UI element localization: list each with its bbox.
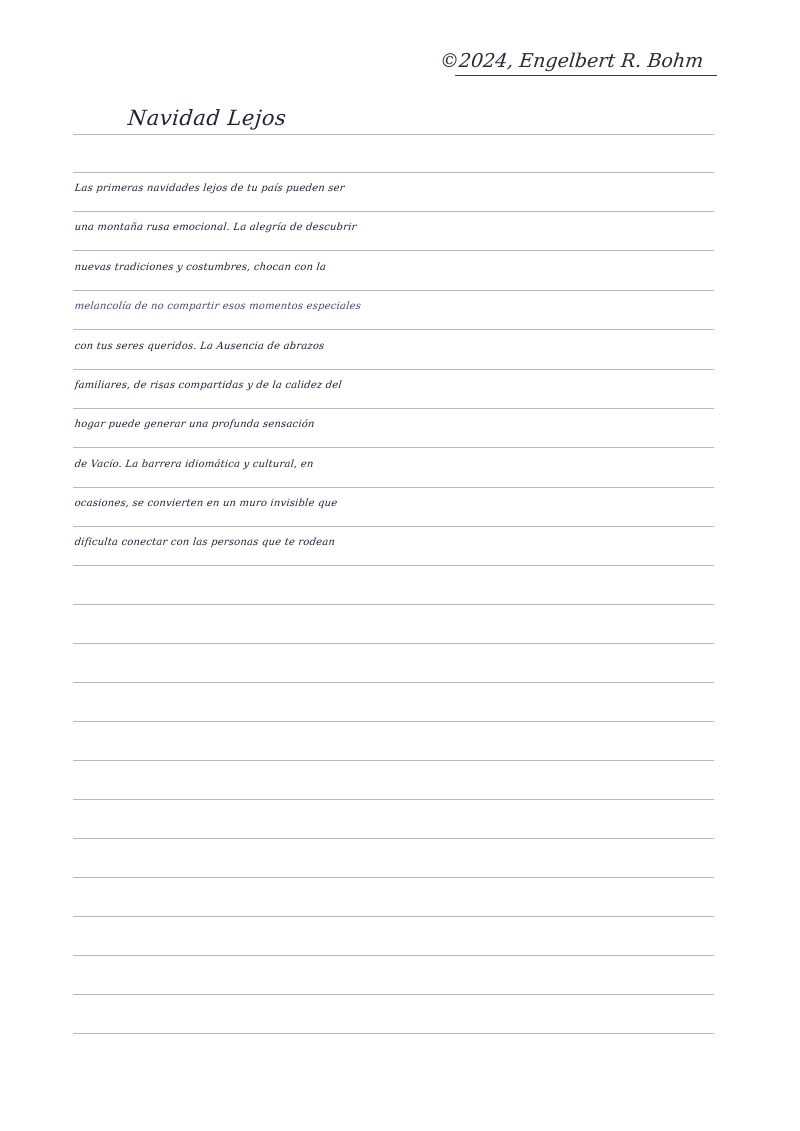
ruled-line [73, 487, 714, 488]
ruled-line [73, 916, 714, 917]
ruled-line [73, 604, 714, 605]
ruled-line [73, 955, 714, 956]
page-title: Navidad Lejos [126, 106, 288, 130]
ruled-line [73, 1033, 714, 1034]
text-line: de Vacío. La barrera idiomática y cultural, en [74, 459, 315, 470]
text-line: Las primeras navidades lejos de tu país pueden ser [74, 183, 346, 194]
ruled-line [73, 643, 714, 644]
ruled-line [73, 172, 714, 173]
ruled-line [73, 447, 714, 448]
ruled-line [73, 290, 714, 291]
text-line: nuevas tradiciones y costumbres, chocan con la [74, 262, 327, 273]
ruled-line [73, 408, 714, 409]
text-line: dificulta conectar con las personas que te rodean [74, 537, 336, 548]
copyright-notice: ©2024, Engelbert R. Bohm [438, 50, 705, 72]
ruled-line [73, 721, 714, 722]
ruled-line [73, 838, 714, 839]
ruled-line [73, 250, 714, 251]
copyright-underline [455, 75, 717, 76]
text-line: melancolía de no compartir esos momentos especiales [74, 301, 362, 312]
ruled-line [73, 134, 714, 135]
text-line: familiares, de risas compartidas y de la calidez del [74, 380, 343, 391]
ruled-line [73, 211, 714, 212]
ruled-line [73, 565, 714, 566]
ruled-line [73, 329, 714, 330]
ruled-line [73, 994, 714, 995]
ruled-line [73, 760, 714, 761]
ruled-line [73, 526, 714, 527]
ruled-line [73, 369, 714, 370]
text-line: hogar puede generar una profunda sensación [74, 419, 316, 430]
ruled-line [73, 799, 714, 800]
text-line: una montaña rusa emocional. La alegría de descubrir [74, 222, 358, 233]
ruled-line [73, 682, 714, 683]
text-line: con tus seres queridos. La Ausencia de abrazos [74, 341, 325, 352]
text-line: ocasiones, se convierten en un muro invisible que [74, 498, 338, 509]
ruled-line [73, 877, 714, 878]
